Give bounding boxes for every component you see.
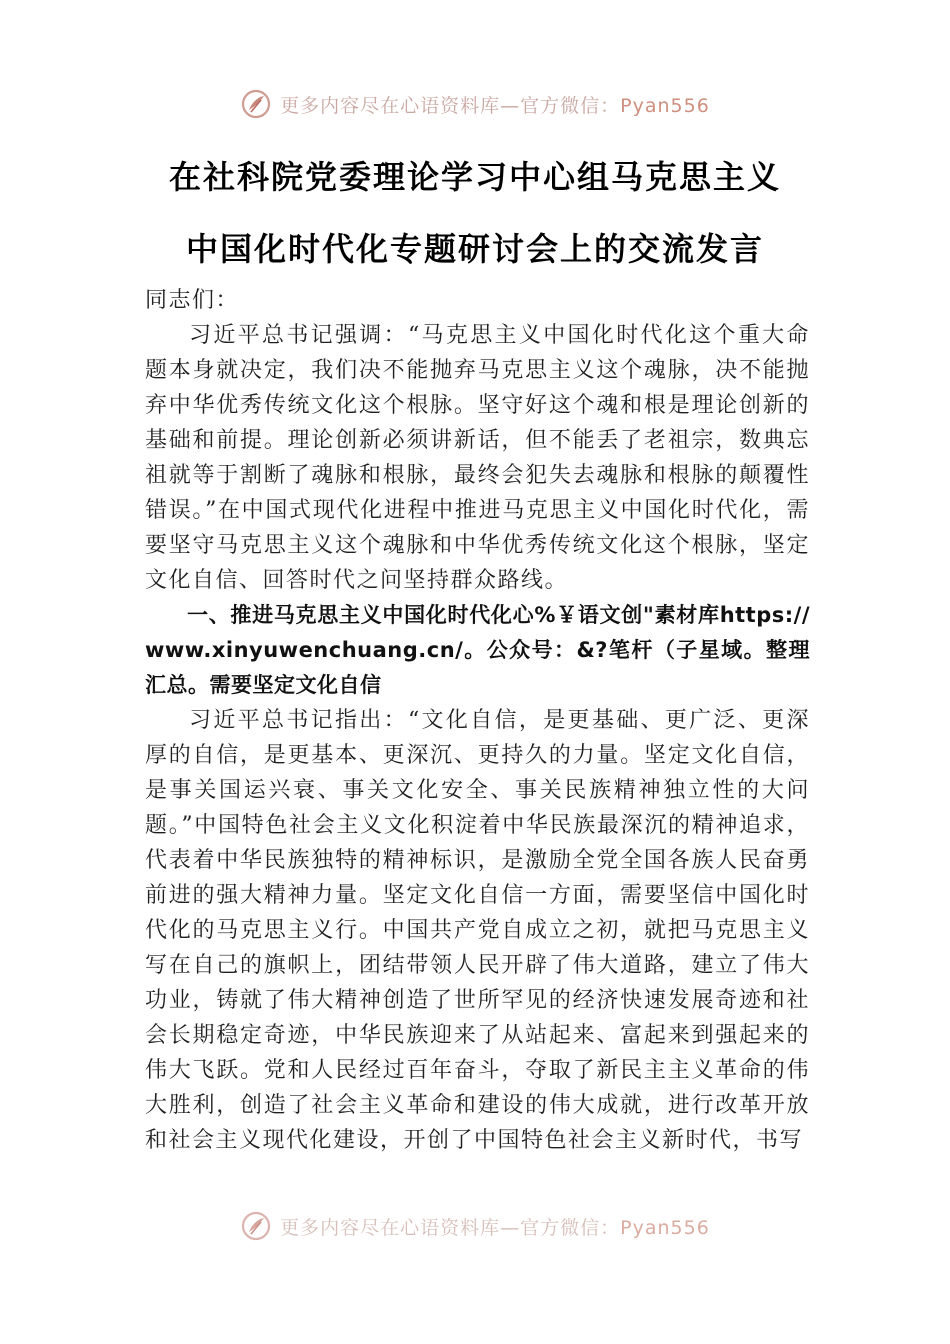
document-title-line-2: 中国化时代化专题研讨会上的交流发言 [185, 230, 764, 268]
watermark-logo-icon [240, 1210, 272, 1242]
document-title-line-1: 在社科院党委理论学习中心组马克思主义 [168, 158, 781, 196]
watermark-brand: Pyan556 [620, 94, 710, 117]
watermark-brand: Pyan556 [620, 1216, 710, 1239]
watermark-footer [0, 1206, 950, 1246]
section-heading: 一、推进马克思主义中国化时代化心%￥语文创"素材库https://www.xinyuwenchuang.cn/。公众号：&?笔杆（子星域。整理汇总。需要坚定文化自信 [145, 603, 810, 697]
watermark-text [280, 1213, 710, 1240]
salutation: 同志们： [145, 288, 240, 313]
watermark-text [280, 91, 710, 118]
paragraph: 习近平总书记强调：“马克思主义中国化时代化这个重大命题本身就决定，我们决不能抛弃马克思主义这个魂脉，决不能抛弃中华优秀传统文化这个根脉。坚守好这个魂和根是理论创新的基础和前提。理论创新必须讲新话，但不能丢了老祖宗，数典忘祖就等于割断了魂脉和根脉，最终会犯失去魂脉和根脉的颠覆性错误。”在中国式现代化进程中推进马克思主义中国化时代化，需要坚守马克思主义这个魂脉和中华优秀传统文化这个根脉，坚定文化自信、回答时代之问坚持群众路线。 [145, 323, 810, 593]
watermark-label: 更多内容尽在心语资料库—官方微信： [280, 94, 621, 117]
watermark-logo-icon [240, 88, 272, 120]
document-body [145, 283, 810, 1158]
paragraph: 习近平总书记指出：“文化自信，是更基础、更广泛、更深厚的自信，是更基本、更深沉、更持久的力量。坚定文化自信，是事关国运兴衰、事关文化安全、事关民族精神独立性的大问题。”中国特色社会主义文化积淀着中华民族最深沉的精神追求，代表着中华民族独特的精神标识，是激励全党全国各族人民奋勇前进的强大精神力量。坚定文化自信一方面，需要坚信中国化时代化的马克思主义行。中国共产党自成立之初，就把马克思主义写在自己的旗帜上，团结带领人民开辟了伟大道路，建立了伟大功业，铸就了伟大精神创造了世所罕见的经济快速发展奇迹和社会长期稳定奇迹，中华民族迎来了从站起来、富起来到强起来的伟大飞跃。党和人民经过百年奋斗，夺取了新民主主义革命的伟大胜利，创造了社会主义革命和建设的伟大成就，进行改革开放和社会主义现代化建设，开创了中国特色社会主义新时代，书写 [145, 708, 810, 1153]
watermark-label: 更多内容尽在心语资料库—官方微信： [280, 1216, 621, 1239]
watermark-header [0, 84, 950, 124]
